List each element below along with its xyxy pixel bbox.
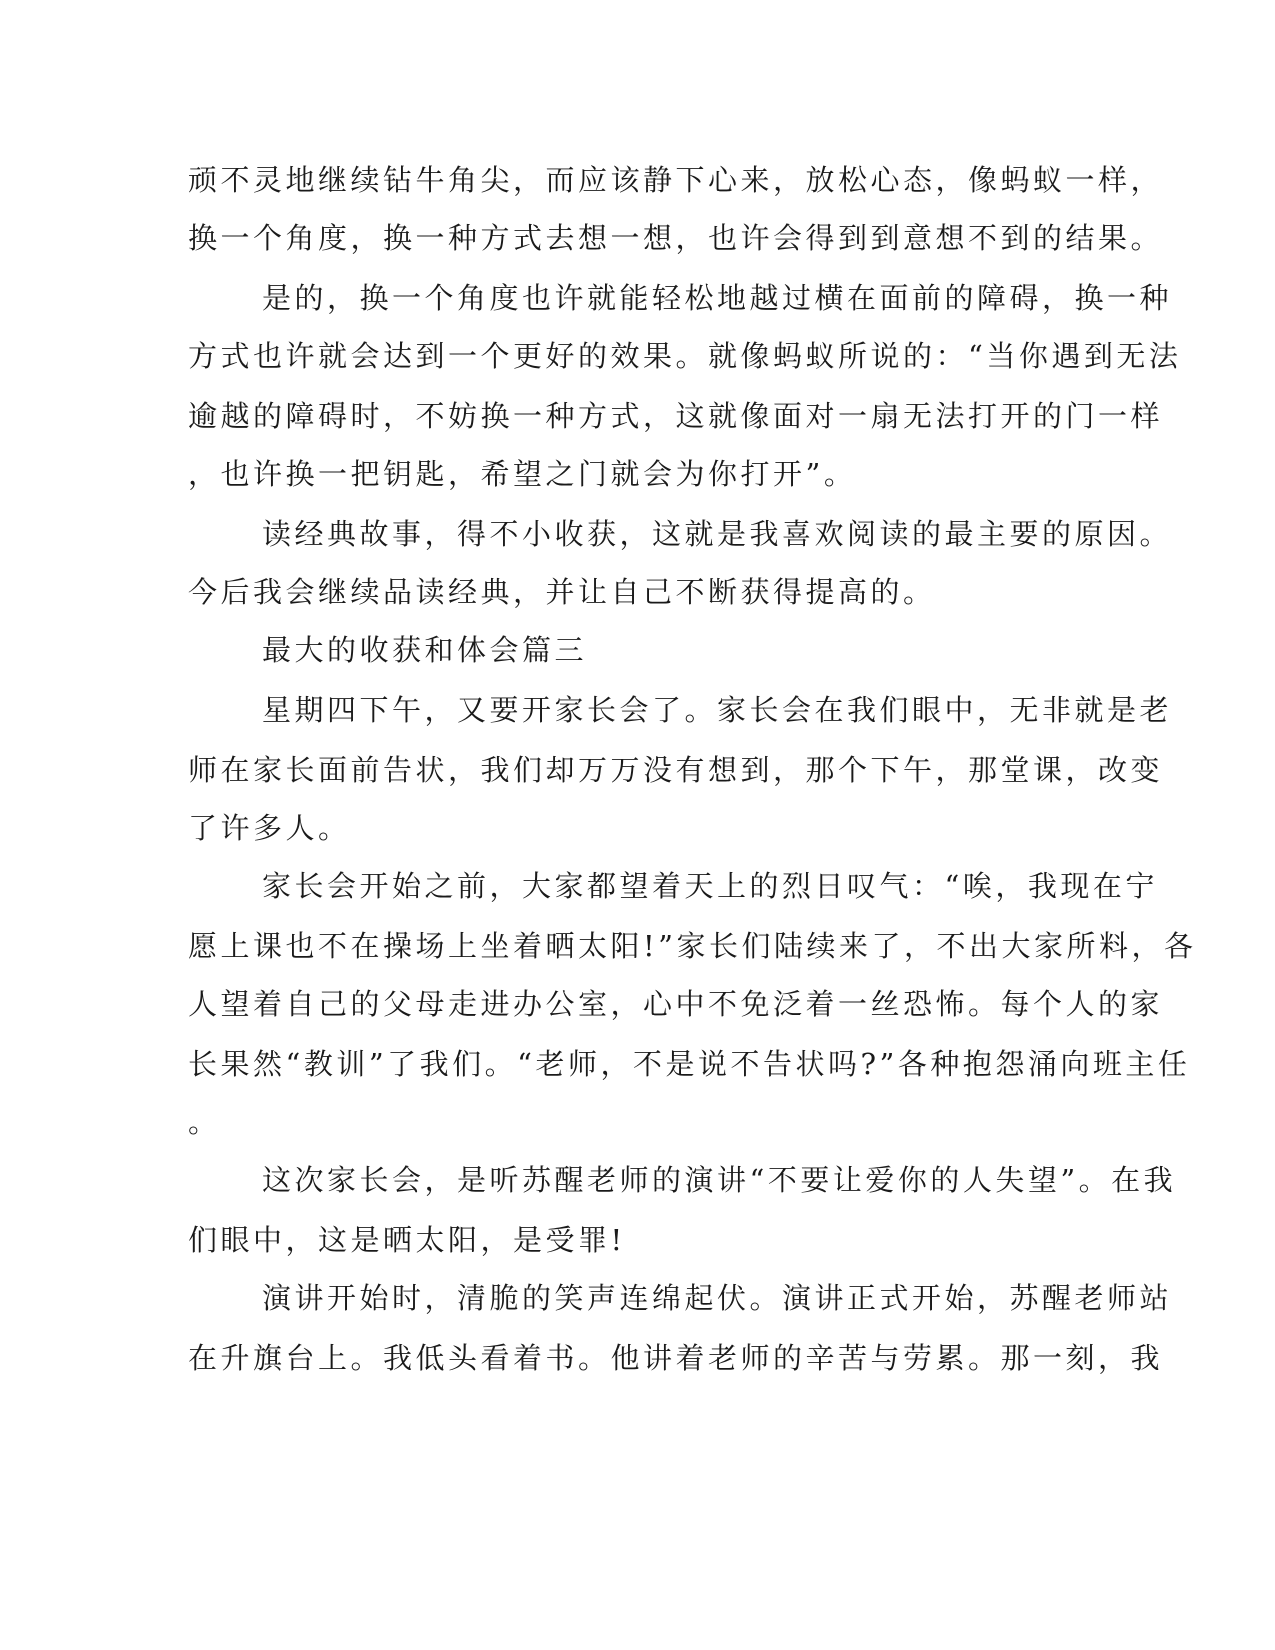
paragraph-start: 读经典故事，得不小收获，这就是我喜欢阅读的最主要的原因。	[262, 517, 1173, 551]
text-line: 逾越的障碍时，不妨换一种方式，这就像面对一扇无法打开的门一样	[188, 399, 1164, 433]
text-line: 顽不灵地继续钻牛角尖，而应该静下心来，放松心态，像蚂蚁一样，	[188, 163, 1164, 197]
text-line: 们眼中，这是晒太阳，是受罪!	[188, 1223, 626, 1257]
text-line: 换一个角度，换一种方式去想一想，也许会得到到意想不到的结果。	[188, 221, 1164, 255]
section-heading: 最大的收获和体会篇三	[262, 633, 588, 667]
text-line: ，也许换一把钥匙，希望之门就会为你打开”。	[188, 457, 857, 491]
paragraph-start: 星期四下午，又要开家长会了。家长会在我们眼中，无非就是老	[262, 693, 1173, 727]
text-line: 。	[188, 1105, 221, 1139]
text-line: 师在家长面前告状，我们却万万没有想到，那个下午，那堂课，改变	[188, 753, 1164, 787]
text-line: 在升旗台上。我低头看着书。他讲着老师的辛苦与劳累。那一刻，我	[188, 1341, 1164, 1375]
paragraph-start: 家长会开始之前，大家都望着天上的烈日叹气：“唉，我现在宁	[262, 869, 1158, 903]
text-line: 了许多人。	[188, 811, 351, 845]
text-line: 愿上课也不在操场上坐着晒太阳!”家长们陆续来了，不出大家所料，各	[188, 929, 1197, 963]
paragraph-start: 这次家长会，是听苏醒老师的演讲“不要让爱你的人失望”。在我	[262, 1163, 1177, 1197]
text-line: 人望着自己的父母走进办公室，心中不免泛着一丝恐怖。每个人的家	[188, 987, 1164, 1021]
text-line: 长果然“教训”了我们。“老师，不是说不告状吗?”各种抱怨涌向班主任	[188, 1047, 1191, 1081]
text-line: 今后我会继续品读经典，并让自己不断获得提高的。	[188, 575, 936, 609]
paragraph-start: 演讲开始时，清脆的笑声连绵起伏。演讲正式开始，苏醒老师站	[262, 1281, 1173, 1315]
text-line: 方式也许就会达到一个更好的效果。就像蚂蚁所说的：“当你遇到无法	[188, 339, 1182, 373]
paragraph-start: 是的，换一个角度也许就能轻松地越过横在面前的障碍，换一种	[262, 281, 1173, 315]
